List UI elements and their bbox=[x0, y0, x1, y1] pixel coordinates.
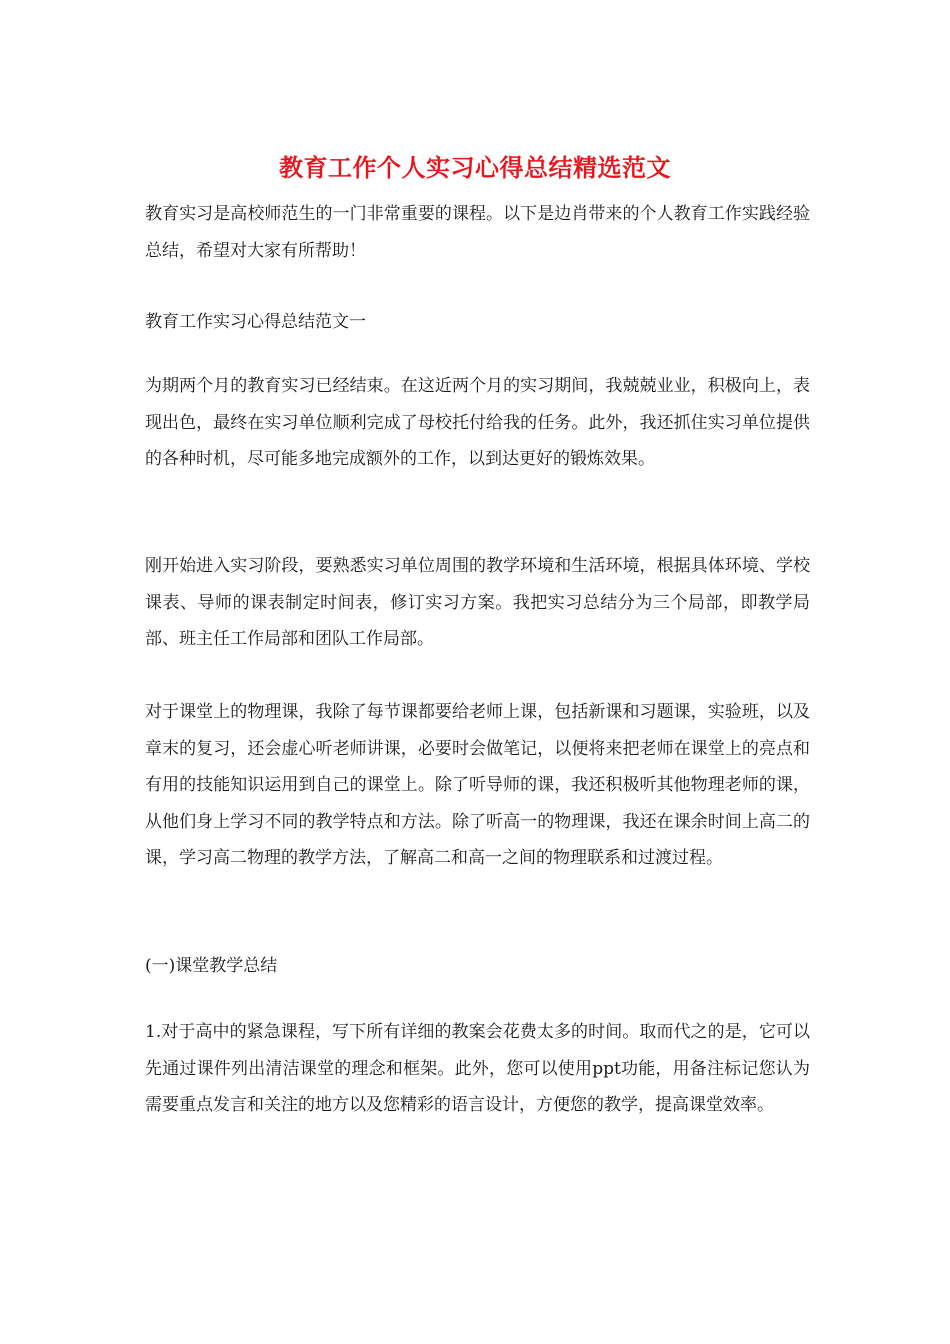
body-paragraph: 对于课堂上的物理课，我除了每节课都要给老师上课，包括新课和习题课，实验班，以及章末的复习，还会虚心听老师讲课，必要时会做笔记，以便将来把老师在课堂上的亮点和有用的技能知识运用到自己的课堂上。除了听导师的课，我还积极听其他物理老师的课，从他们身上学习不同的教学特点和方法。除了听高一的物理课，我还在课余时间上高二的课，学习高二物理的教学方法，了解高二和高一之间的物理联系和过渡过程。 bbox=[145, 702, 810, 869]
subsection-heading: (一)课堂教学总结 bbox=[145, 956, 278, 976]
body-paragraph: 刚开始进入实习阶段，要熟悉实习单位周围的教学环境和生活环境，根据具体环境、学校课表、导师的课表制定时间表，修订实习方案。我把实习总结分为三个局部，即教学局部、班主任工作局部和团队工作局部。 bbox=[145, 556, 810, 650]
document-title: 教育工作个人实习心得总结精选范文 bbox=[279, 153, 671, 182]
intro-paragraph: 教育实习是高校师范生的一门非常重要的课程。以下是边肖带来的个人教育工作实践经验总结，希望对大家有所帮助！ bbox=[145, 204, 810, 261]
body-paragraph: 为期两个月的教育实习已经结束。在这近两个月的实习期间，我兢兢业业，积极向上，表现出色，最终在实习单位顺利完成了母校托付给我的任务。此外，我还抓住实习单位提供的各种时机，尽可能多地完成额外的工作，以到达更好的锻炼效果。 bbox=[145, 376, 810, 470]
section-heading: 教育工作实习心得总结范文一 bbox=[145, 312, 366, 332]
numbered-item: 1.对于高中的紧急课程，写下所有详细的教案会花费太多的时间。取而代之的是，它可以先通过课件列出清洁课堂的理念和框架。此外，您可以使用ppt功能，用备注标记您认为需要重点发言和关注的地方以及您精彩的语言设计，方便您的教学，提高课堂效率。 bbox=[145, 1022, 810, 1116]
